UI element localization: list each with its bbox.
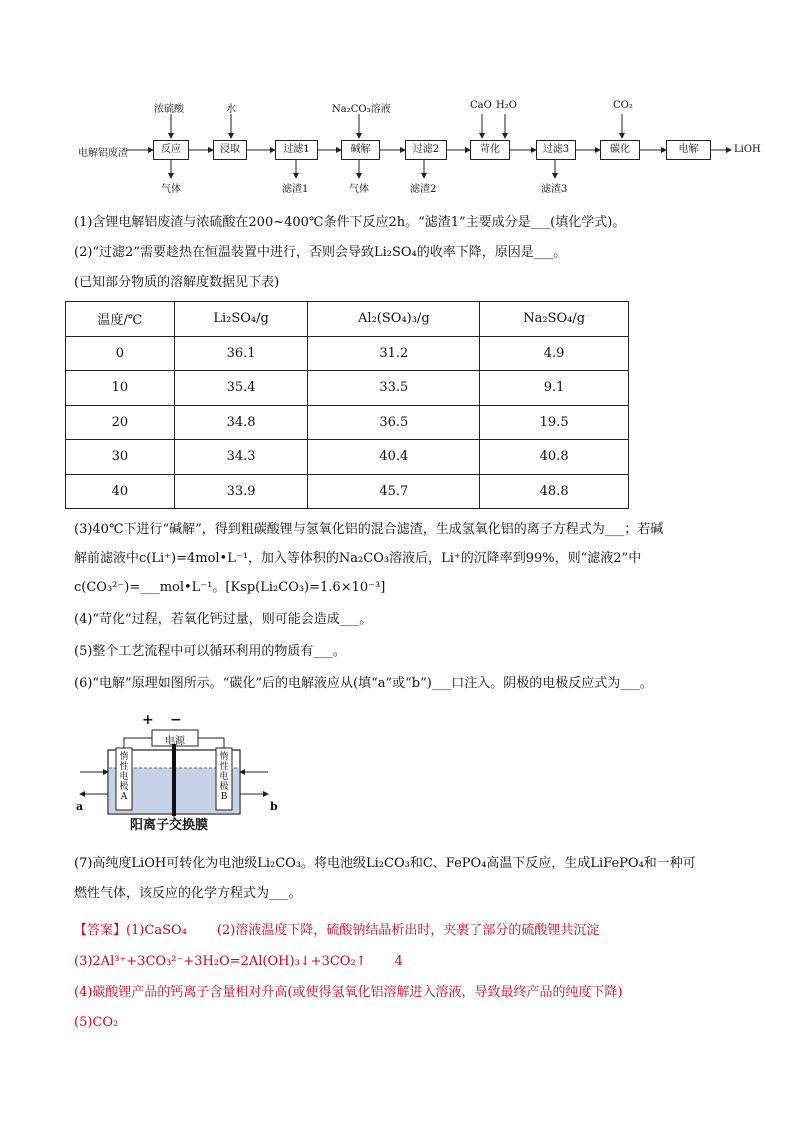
membrane-label: 阳离子交换膜 — [130, 818, 209, 833]
table-row — [66, 474, 629, 509]
table-cell: 4.9 — [480, 336, 629, 371]
table-cell: 40.8 — [480, 440, 629, 475]
table-row — [66, 371, 629, 406]
answer-3-equation: (3)2Al³⁺+3CO₃²⁻+3H₂O=2Al(OH)₃↓+3CO₂↑ — [74, 954, 367, 969]
table-row — [66, 440, 629, 475]
question-6: (6)“电解”原理如图所示。“碳化”后的电解液应从(填“a”或“b”)___口注入。阴极的电极反应式为___。 — [74, 676, 653, 691]
question-3-line-1: (3)40℃下进行“碱解”，得到粗碳酸锂与氢氧化铝的混合滤渣，生成氢氧化铝的离子方程式为___；若碱 — [74, 522, 664, 537]
flow-box-alkaline: 碱解 — [341, 140, 380, 160]
table-header: Li₂SO₄/g — [174, 302, 308, 337]
table-cell: 34.3 — [174, 440, 308, 475]
table-header: Na₂SO₄/g — [480, 302, 629, 337]
table-cell: 45.7 — [308, 474, 480, 509]
table-cell: 40 — [66, 474, 175, 509]
table-cell: 35.4 — [174, 371, 308, 406]
flow-box-filter2: 过滤2 — [405, 140, 447, 160]
question-2: (2)“过滤2”需要趁热在恒温装置中进行，否则会导致Li₂SO₄的收率下降，原因是___。 — [74, 245, 567, 260]
table-cell: 33.9 — [174, 474, 308, 509]
flow-input-co2: CO₂ — [613, 100, 633, 111]
table-cell: 30 — [66, 440, 175, 475]
port-b-label: b — [270, 800, 278, 813]
flow-output-residue3: 滤渣3 — [541, 184, 568, 195]
solubility-table — [65, 301, 629, 509]
flow-input-acid: 浓硫酸 — [154, 104, 184, 115]
question-5: (5)整个工艺流程中可以循环利用的物质有___。 — [74, 644, 346, 659]
answer-line-2 — [74, 952, 403, 972]
flow-output-gas2: 气体 — [349, 184, 369, 195]
positive-sign: + — [142, 712, 154, 728]
table-cell: 19.5 — [480, 405, 629, 440]
answer-3-value: 4 — [394, 954, 403, 969]
flow-input-h2o: H₂O — [496, 100, 517, 111]
question-7-line-1: (7)高纯度LiOH可转化为电池级Li₂CO₃。将电池级Li₂CO₃和C、FePO₄高温下反应，生成LiFePO₄和一种可 — [74, 856, 696, 871]
table-cell: 36.1 — [174, 336, 308, 371]
flow-box-reaction: 反应 — [153, 140, 189, 160]
table-row — [66, 336, 629, 371]
electrode-a-label: 惰性电极A — [119, 752, 129, 802]
table-cell: 36.5 — [308, 405, 480, 440]
flow-box-electrolysis: 电解 — [666, 140, 711, 160]
table-cell: 0 — [66, 336, 175, 371]
flow-output-gas1: 气体 — [161, 184, 181, 195]
flow-end: LiOH — [734, 144, 761, 155]
answer-1: (1)CaSO₄ — [126, 923, 187, 938]
table-cell: 10 — [66, 371, 175, 406]
flow-input-water: 水 — [226, 104, 236, 115]
flow-box-causticize: 苛化 — [470, 140, 510, 160]
table-cell: 34.8 — [174, 405, 308, 440]
flow-input-cao: CaO — [470, 100, 492, 111]
flow-output-residue1: 滤渣1 — [282, 184, 309, 195]
answer-5: (5)CO₂ — [74, 1015, 119, 1030]
table-cell: 33.5 — [308, 371, 480, 406]
flow-start: 电解铝废渣 — [78, 148, 128, 159]
table-header-row — [66, 302, 629, 337]
flow-box-leach: 浸取 — [213, 140, 247, 160]
flow-output-residue2: 滤渣2 — [410, 184, 437, 195]
flow-box-carbonize: 碳化 — [600, 140, 640, 160]
electrolysis-cell-diagram — [74, 712, 304, 833]
flow-box-filter1: 过滤1 — [275, 140, 318, 160]
negative-sign: − — [170, 712, 182, 728]
table-cell: 40.4 — [308, 440, 480, 475]
power-source-label: 电源 — [165, 736, 185, 747]
question-1: (1)含锂电解铝废渣与浓硫酸在200~400℃条件下反应2h。“滤渣1”主要成分是___(填化学式)。 — [74, 215, 626, 230]
process-flowchart — [74, 96, 764, 208]
question-4: (4)“苛化”过程，若氧化钙过量，则可能会造成___。 — [74, 612, 373, 627]
port-a-label: a — [76, 800, 84, 813]
table-header: Al₂(SO₄)₃/g — [308, 302, 480, 337]
answer-2: (2)溶液温度下降，硫酸钠结晶析出时，夹裹了部分的硫酸锂共沉淀 — [216, 923, 600, 938]
flow-box-filter3: 过滤3 — [536, 140, 576, 160]
table-cell: 31.2 — [308, 336, 480, 371]
question-3-line-3: c(CO₃²⁻)=___mol•L⁻¹。[Ksp(Li₂CO₃)=1.6×10⁻³] — [74, 580, 386, 595]
question-7-line-2: 燃性气体，该反应的化学方程式为___。 — [74, 886, 302, 901]
answer-line-1 — [74, 921, 599, 941]
table-header: 温度/℃ — [66, 302, 175, 337]
answer-4: (4)碳酸锂产品的钙离子含量相对升高(或使得氢氧化铝溶解进入溶液，导致最终产品的纯度下降) — [74, 985, 623, 1000]
table-row — [66, 405, 629, 440]
table-cell: 48.8 — [480, 474, 629, 509]
answer-tag: 【答案】 — [74, 923, 127, 938]
electrode-b-label: 惰性电极B — [219, 752, 229, 802]
flow-input-na2co3: Na₂CO₃溶液 — [332, 104, 391, 115]
question-3-line-2: 解前滤液中c(Li⁺)=4mol•L⁻¹，加入等体积的Na₂CO₃溶液后，Li⁺的沉降率到99%，则“滤液2”中 — [74, 551, 642, 566]
table-cell: 20 — [66, 405, 175, 440]
table-cell: 9.1 — [480, 371, 629, 406]
question-2-note: (已知部分物质的溶解度数据见下表) — [74, 275, 280, 290]
